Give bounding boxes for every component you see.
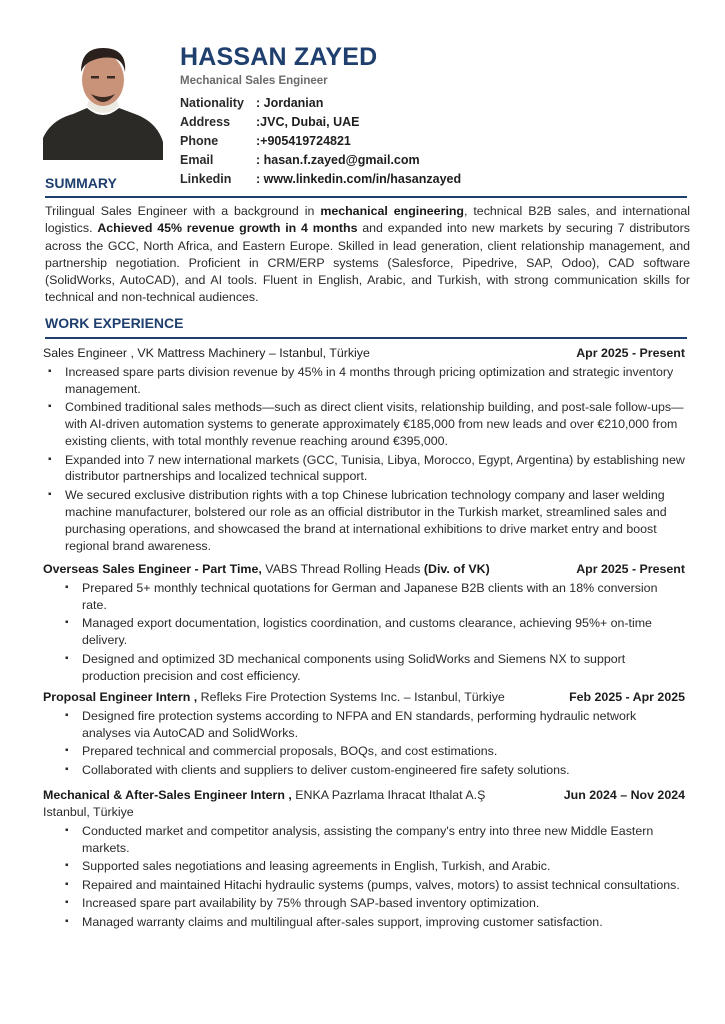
job-entry: [43, 688, 685, 780]
summary-highlight: Achieved 45% revenue growth in 4 months: [97, 221, 358, 236]
contact-label: Address: [180, 114, 231, 129]
job-entry: [43, 344, 685, 556]
contact-email: [180, 150, 461, 169]
summary-part: Trilingual Sales Engineer with a background in: [45, 204, 321, 218]
summary-text: [45, 203, 690, 307]
profile-photo: [43, 42, 163, 160]
job-bullet: ▪ Designed and optimized 3D mechanical components using SolidWorks and Siemens NX to support production precision and cost efficiency.: [80, 651, 685, 685]
job-bullet: ▪ Managed export documentation, logistics coordination, and customs clearance, achieving 95%+ on-time delivery.: [80, 615, 685, 649]
contact-phone: [180, 131, 461, 150]
summary-divider: [45, 196, 687, 198]
job-role: Proposal Engineer Intern ,: [43, 690, 198, 704]
job-bullet: ▪ Conducted market and competitor analysis, assisting the company's entry into three new Middle Eastern markets.: [80, 823, 685, 857]
summary-heading: SUMMARY: [45, 175, 117, 191]
job-bullets: [43, 364, 685, 554]
summary-highlight: mechanical engineering: [320, 204, 464, 218]
contact-label: Linkedin: [180, 171, 232, 186]
contact-label: Nationality: [180, 95, 244, 110]
job-bullet: ▪ We secured exclusive distribution rights with a top Chinese lubrication technology company and laser welding machine manufacturer, bolstered our role as an official distributor in the Turkish market, streamlined sales and purchasing operations, and showcased the brand at international exhibitions to drive market entry and boost regional brand awareness.: [63, 487, 685, 555]
job-position: [43, 346, 370, 360]
job-dates: Feb 2025 - Apr 2025: [569, 690, 685, 704]
job-header: [43, 344, 685, 362]
summary-part: , technical B2B sales, and international logistics.: [45, 204, 690, 236]
job-location: Istanbul, Türkiye: [43, 805, 134, 819]
job-bullet: ▪ Designed fire protection systems according to NFPA and EN standards, performing hydraulic network analyses via AutoCAD and SolidWorks.: [80, 708, 685, 742]
summary-part: and expanded into new markets by securing 7 distributors across the GCC, North Africa, and Eastern Europe. Skilled in lead generation, client relationship management, and partnership negotiation. Proficient in CRM/ERP systems (Salesforce, Pipedrive, SAP, Odoo), CAD software (SolidWorks, AutoCAD), and AI tools. Fluent in English, Arabic, and Turkish, with strong communication skills for technical and non-technical audiences.: [45, 221, 690, 305]
experience-heading: WORK EXPERIENCE: [45, 315, 184, 331]
contact-nationality: [180, 93, 461, 112]
job-bullet: ▪ Collaborated with clients and suppliers to deliver custom-engineered fire safety solutions.: [80, 762, 685, 779]
job-position: [43, 562, 490, 576]
job-position: [43, 690, 505, 704]
job-bullets: [43, 708, 685, 779]
job-bullet: ▪ Prepared technical and commercial proposals, BOQs, and cost estimations.: [80, 743, 685, 760]
experience-divider: [45, 337, 687, 339]
job-bullet: ▪ Repaired and maintained Hitachi hydraulic systems (pumps, valves, motors) to assist technical consultations.: [80, 877, 685, 894]
contact-label: Phone: [180, 133, 219, 148]
job-header: [43, 786, 685, 804]
job-dates: Apr 2025 - Present: [576, 562, 685, 576]
job-bullet: ▪ Supported sales negotiations and leasing agreements in English, Turkish, and Arabic.: [80, 858, 685, 875]
job-position: [43, 788, 485, 802]
job-bullet: ▪ Managed warranty claims and multilingual after-sales support, improving customer satisfaction.: [80, 914, 685, 931]
job-role: Mechanical & After-Sales Engineer Intern ,: [43, 788, 292, 802]
contact-info: [180, 93, 461, 188]
job-bullet: ▪ Increased spare parts division revenue by 45% in 4 months through pricing optimization and strategic inventory management.: [63, 364, 685, 398]
job-header: [43, 560, 685, 578]
job-role: Overseas Sales Engineer - Part Time,: [43, 562, 262, 576]
job-bullet: ▪ Increased spare part availability by 75% through SAP-based inventory optimization.: [80, 895, 685, 912]
job-company: VABS Thread Rolling Heads: [261, 562, 424, 576]
job-entry: [43, 786, 685, 932]
job-company: Refleks Fire Protection Systems Inc. – Istanbul, Türkiye: [197, 690, 505, 704]
job-header: [43, 688, 685, 706]
contact-value: : Jordanian: [256, 95, 324, 110]
job-title: Mechanical Sales Engineer: [180, 75, 328, 87]
job-dates: Jun 2024 – Nov 2024: [563, 788, 685, 802]
job-dates: Apr 2025 - Present: [576, 346, 685, 360]
job-bullet: ▪ Expanded into 7 new international markets (GCC, Tunisia, Libya, Morocco, Egypt, Argentina) by establishing new distributor partnerships and localized technical support.: [63, 452, 685, 486]
contact-address: [180, 112, 461, 131]
contact-value: :JVC, Dubai, UAE: [256, 114, 360, 129]
job-division: (Div. of VK): [423, 562, 490, 576]
candidate-name: HASSAN ZAYED: [180, 43, 378, 71]
job-entry: [43, 560, 685, 686]
contact-label: Email: [180, 152, 214, 167]
job-bullet: ▪ Prepared 5+ monthly technical quotations for German and Japanese B2B clients with an 18% conversion rate.: [80, 580, 685, 614]
job-company: ENKA Pazrlama Ihracat Ithalat A.Ş: [291, 788, 486, 802]
job-position-text: Sales Engineer , VK Mattress Machinery – Istanbul, Türkiye: [43, 346, 370, 360]
job-bullets: [43, 580, 685, 684]
contact-value[interactable]: : www.linkedin.com/in/hasanzayed: [256, 171, 462, 186]
job-bullet: ▪ Combined traditional sales methods—such as direct client visits, relationship building, and post-sale follow-ups—with AI-driven automation systems to generate approximately €185,000 from new leads and over €210,000 from existing clients, with total monthly revenue reaching around €395,000.: [63, 399, 685, 450]
contact-value[interactable]: : hasan.f.zayed@gmail.com: [256, 152, 420, 167]
contact-linkedin: [180, 169, 461, 188]
job-bullets: [43, 823, 685, 930]
contact-value[interactable]: :+905419724821: [256, 133, 351, 148]
